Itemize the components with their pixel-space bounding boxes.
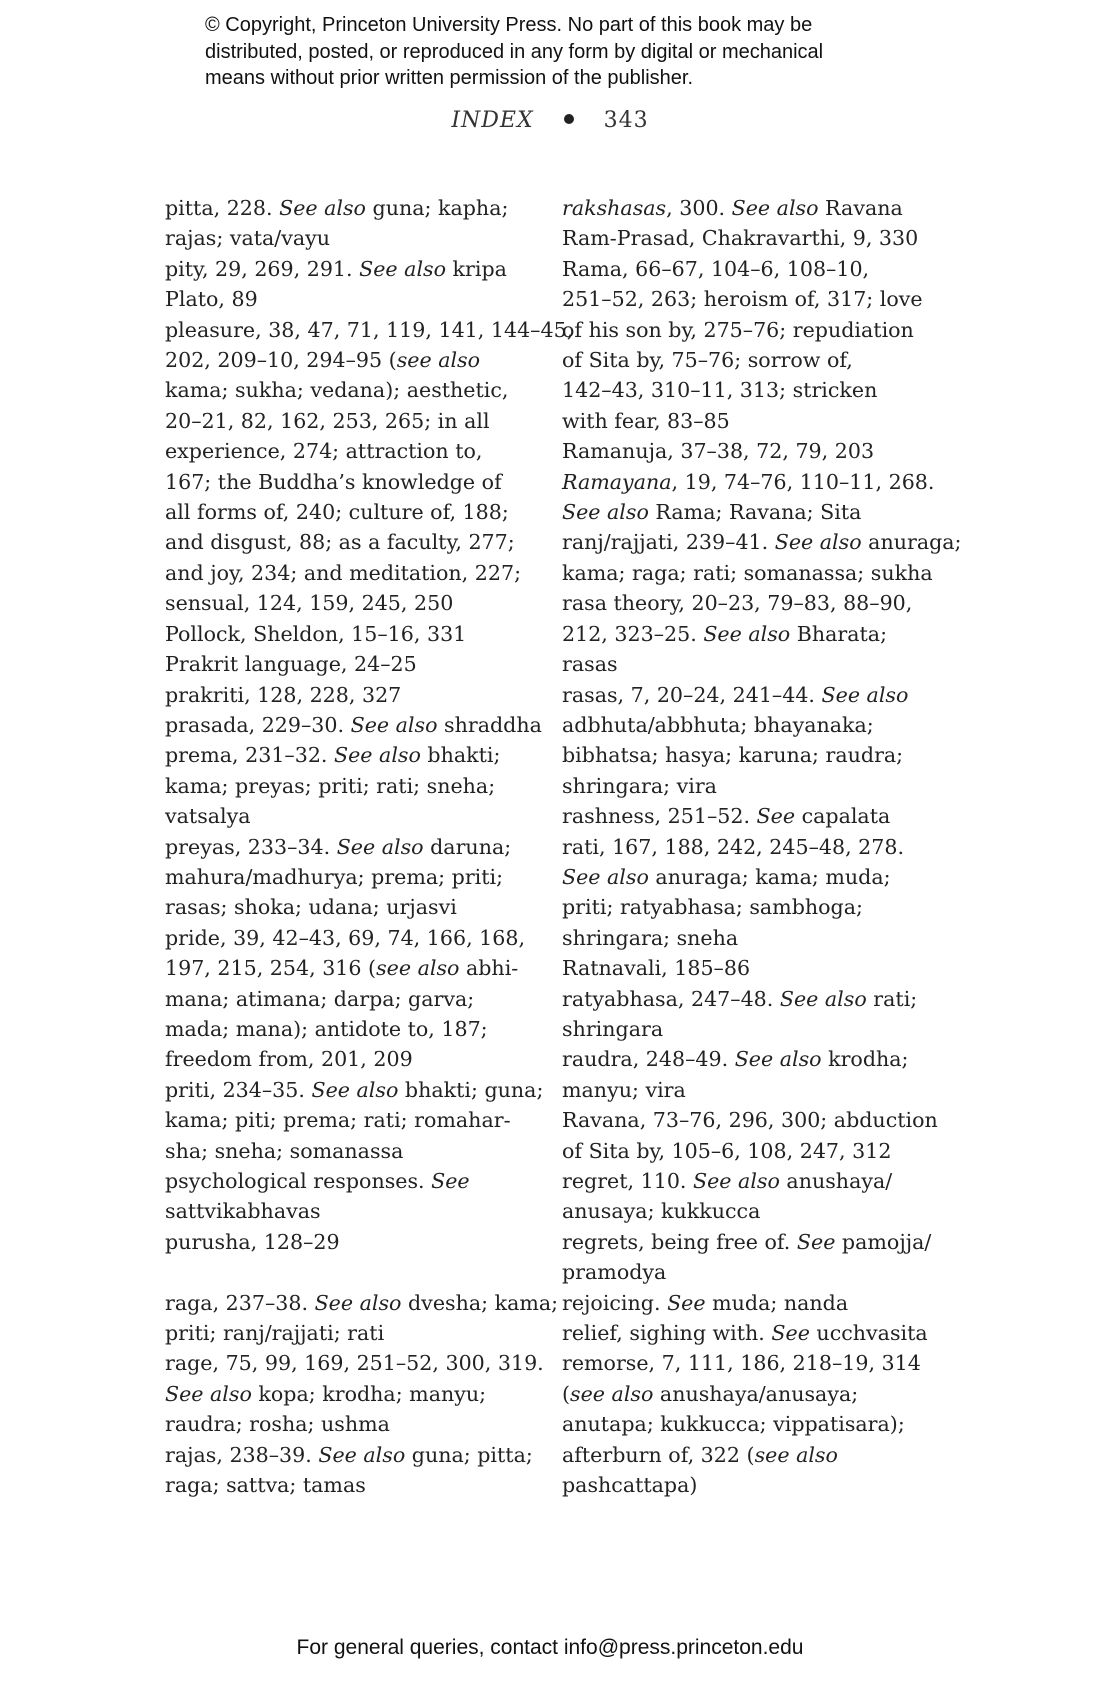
index-entry bbox=[562, 1166, 942, 1227]
index-column-left bbox=[165, 193, 574, 1500]
index-entry-line: experience, 274; attraction to, bbox=[165, 439, 483, 464]
index-entry bbox=[165, 315, 574, 619]
index-entry bbox=[165, 1440, 545, 1501]
index-entry-line: Pollock, Sheldon, 15–16, 331 bbox=[165, 621, 467, 646]
index-entry-line: pity, 29, 269, 291. See also kripa bbox=[165, 256, 507, 281]
index-entry-line: shringara; vira bbox=[562, 773, 717, 798]
index-entry bbox=[562, 984, 942, 1045]
bullet-separator bbox=[564, 114, 574, 124]
index-entry bbox=[165, 832, 545, 923]
index-entry-line: pramodya bbox=[562, 1260, 667, 1285]
index-entry-line: regret, 110. See also anushaya/ bbox=[562, 1169, 893, 1193]
index-entry-line: rage, 75, 99, 169, 251–52, 300, 319. bbox=[165, 1351, 544, 1376]
index-entry-line: 167; the Buddha’s knowledge of bbox=[165, 469, 502, 494]
index-entry bbox=[165, 1288, 559, 1349]
index-entry bbox=[562, 527, 962, 588]
index-entry-line: psychological responses. See bbox=[165, 1169, 470, 1193]
index-entry bbox=[562, 832, 942, 954]
copyright-line-3: means without prior written permission of the publisher. bbox=[205, 67, 694, 89]
index-entry-line: prakriti, 128, 228, 327 bbox=[165, 682, 402, 707]
index-entry-line: See also anuraga; kama; muda; bbox=[562, 864, 891, 889]
index-entry-line: (see also anushaya/anusaya; bbox=[562, 1381, 859, 1406]
index-entry-line: Plato, 89 bbox=[165, 287, 258, 312]
index-entry bbox=[562, 1227, 942, 1288]
index-entry-line: pride, 39, 42–43, 69, 74, 166, 168, bbox=[165, 925, 526, 950]
index-entry-line: Ram-Prasad, Chakravarthi, 9, 330 bbox=[562, 226, 919, 251]
index-entry-line: Ramanuja, 37–38, 72, 79, 203 bbox=[562, 439, 875, 464]
index-entry bbox=[165, 740, 545, 831]
index-entry-line: bibhatsa; hasya; karuna; raudra; bbox=[562, 743, 904, 768]
index-entry-line: See also kopa; krodha; manyu; bbox=[165, 1381, 487, 1406]
index-entry-line: 202, 209–10, 294–95 (see also bbox=[165, 348, 481, 373]
copyright-line-1: © Copyright, Princeton University Press. No part of this book may be bbox=[205, 14, 813, 36]
index-entry-line: 251–52, 263; heroism of, 317; love bbox=[562, 287, 923, 312]
index-entry-line: all forms of, 240; culture of, 188; bbox=[165, 500, 509, 525]
index-entry-line: vatsalya bbox=[165, 804, 251, 829]
index-entry-line: mada; mana); antidote to, 187; bbox=[165, 1016, 488, 1041]
index-entry bbox=[562, 953, 942, 983]
index-entry bbox=[562, 467, 942, 528]
index-entry-line: See also Rama; Ravana; Sita bbox=[562, 500, 862, 525]
running-head-title: INDEX bbox=[451, 108, 534, 133]
index-entry-line: of Sita by, 75–76; sorrow of, bbox=[562, 348, 853, 373]
index-entry-line: and disgust, 88; as a faculty, 277; bbox=[165, 530, 515, 555]
index-entry-line: Ramayana, 19, 74–76, 110–11, 268. bbox=[562, 469, 935, 494]
index-entry bbox=[165, 710, 545, 740]
index-entry bbox=[562, 1288, 942, 1318]
index-entry-line: rati, 167, 188, 242, 245–48, 278. bbox=[562, 834, 905, 859]
index-entry-line: of Sita by, 105–6, 108, 247, 312 bbox=[562, 1138, 892, 1163]
index-entry-line: adbhuta/abbhuta; bhayanaka; bbox=[562, 712, 874, 737]
index-entry-line: rejoicing. See muda; nanda bbox=[562, 1290, 849, 1315]
page-number: 343 bbox=[603, 108, 649, 133]
index-entry bbox=[562, 1318, 942, 1348]
index-entry-line: 197, 215, 254, 316 (see also abhi- bbox=[165, 956, 519, 981]
index-entry-line: Ravana, 73–76, 296, 300; abduction bbox=[562, 1108, 938, 1133]
index-entry-line: Rama, 66–67, 104–6, 108–10, bbox=[562, 256, 870, 281]
index-entry bbox=[562, 680, 942, 802]
index-entry-line: manyu; vira bbox=[562, 1077, 686, 1102]
index-entry bbox=[562, 1348, 942, 1500]
index-entry-line: kama; piti; prema; rati; romahar- bbox=[165, 1108, 511, 1133]
index-entry bbox=[562, 223, 942, 253]
index-entry-line: preyas, 233–34. See also daruna; bbox=[165, 834, 512, 859]
index-entry-line: kama; sukha; vedana); aesthetic, bbox=[165, 378, 509, 403]
index-entry-line: anusaya; kukkucca bbox=[562, 1199, 761, 1224]
index-entry-line: and joy, 234; and meditation, 227; bbox=[165, 560, 522, 585]
index-entry-line: rakshasas, 300. See also Ravana bbox=[562, 196, 903, 220]
index-entry-line: ranj/rajjati, 239–41. See also anuraga; bbox=[562, 530, 962, 555]
copyright-line-2: distributed, posted, or reproduced in any form by digital or mechanical bbox=[205, 40, 824, 63]
index-entry-line: prema, 231–32. See also bhakti; bbox=[165, 743, 501, 768]
index-entry-line: of his son by, 275–76; repudiation bbox=[562, 317, 914, 342]
index-entry bbox=[165, 619, 545, 649]
index-entry-line: shringara bbox=[562, 1016, 664, 1041]
index-entry-line: priti; ranj/rajjati; rati bbox=[165, 1321, 385, 1346]
index-entry-line: pitta, 228. See also guna; kapha; bbox=[165, 196, 509, 220]
index-entry-line: 212, 323–25. See also Bharata; bbox=[562, 621, 888, 646]
index-column-right bbox=[562, 193, 962, 1500]
index-entry-line: priti; ratyabhasa; sambhoga; bbox=[562, 895, 863, 920]
index-entry-line: rasas, 7, 20–24, 241–44. See also bbox=[562, 682, 909, 707]
index-entry-line: prasada, 229–30. See also shraddha bbox=[165, 712, 542, 737]
footer-contact: For general queries, contact info@press.princeton.edu bbox=[296, 1636, 804, 1659]
index-entry-line: sattvikabhavas bbox=[165, 1199, 321, 1224]
index-entry-line: remorse, 7, 111, 186, 218–19, 314 bbox=[562, 1351, 921, 1376]
index-entry-line: 20–21, 82, 162, 253, 265; in all bbox=[165, 408, 490, 433]
index-entry-line: rasas bbox=[562, 652, 618, 677]
index-entry bbox=[165, 649, 545, 679]
index-entry-line: pleasure, 38, 47, 71, 119, 141, 144–45, bbox=[165, 317, 574, 342]
index-entry-line: shringara; sneha bbox=[562, 925, 739, 950]
index-entry-line: raudra; rosha; ushma bbox=[165, 1412, 390, 1437]
index-entry-line: kama; raga; rati; somanassa; sukha bbox=[562, 560, 933, 585]
index-entry-line: priti, 234–35. See also bhakti; guna; bbox=[165, 1077, 544, 1102]
index-entry bbox=[165, 254, 545, 284]
index-entry-line: relief, sighing with. See ucchvasita bbox=[562, 1321, 928, 1346]
index-entry bbox=[562, 193, 942, 223]
index-entry-line: sensual, 124, 159, 245, 250 bbox=[165, 591, 454, 616]
running-head bbox=[0, 108, 1100, 133]
index-entry bbox=[562, 436, 942, 466]
index-entry bbox=[165, 1075, 545, 1166]
index-entry bbox=[165, 193, 545, 254]
index-entry-line: rasas; shoka; udana; urjasvi bbox=[165, 895, 457, 920]
index-entry-line: rashness, 251–52. See capalata bbox=[562, 804, 891, 829]
index-entry-line: rasa theory, 20–23, 79–83, 88–90, bbox=[562, 591, 913, 616]
index-entry-line: afterburn of, 322 (see also bbox=[562, 1442, 838, 1467]
index-entry-line: Prakrit language, 24–25 bbox=[165, 652, 417, 677]
index-entry-line: raga; sattva; tamas bbox=[165, 1473, 366, 1498]
index-entry-line: anutapa; kukkucca; vippatisara); bbox=[562, 1412, 905, 1437]
index-entry-line: mahura/madhurya; prema; priti; bbox=[165, 864, 504, 889]
index-entry-line: purusha, 128–29 bbox=[165, 1229, 340, 1254]
index-entry bbox=[165, 923, 545, 1075]
index-entry bbox=[562, 1105, 942, 1166]
index-entry-line: rajas, 238–39. See also guna; pitta; bbox=[165, 1442, 533, 1467]
index-entry bbox=[165, 1348, 545, 1439]
index-entry-line: kama; preyas; priti; rati; sneha; bbox=[165, 773, 496, 798]
index-entry-line: regrets, being free of. See pamojja/ bbox=[562, 1229, 932, 1254]
index-entry bbox=[562, 1044, 942, 1105]
index-entry bbox=[165, 284, 545, 314]
index-entry-line: raga, 237–38. See also dvesha; kama; bbox=[165, 1290, 559, 1315]
index-entry-line: 142–43, 310–11, 313; stricken bbox=[562, 378, 878, 403]
index-entry-line: with fear, 83–85 bbox=[562, 408, 730, 433]
index-entry bbox=[562, 588, 942, 679]
index-section-gap bbox=[165, 1257, 545, 1287]
index-entry-line: ratyabhasa, 247–48. See also rati; bbox=[562, 986, 918, 1011]
index-entry bbox=[562, 254, 942, 436]
copyright-notice bbox=[205, 12, 965, 92]
index-entry-line: sha; sneha; somanassa bbox=[165, 1138, 404, 1163]
index-entry-line: raudra, 248–49. See also krodha; bbox=[562, 1047, 909, 1072]
index-entry-line: mana; atimana; darpa; garva; bbox=[165, 986, 475, 1011]
index-entry-line: rajas; vata/vayu bbox=[165, 226, 331, 251]
index-entry bbox=[165, 1227, 545, 1257]
index-entry-line: pashcattapa) bbox=[562, 1473, 698, 1498]
index-entry bbox=[165, 1166, 545, 1227]
index-entry-line: freedom from, 201, 209 bbox=[165, 1047, 413, 1072]
index-entry-line: Ratnavali, 185–86 bbox=[562, 956, 751, 981]
index-entry bbox=[562, 801, 942, 831]
index-entry bbox=[165, 680, 545, 710]
